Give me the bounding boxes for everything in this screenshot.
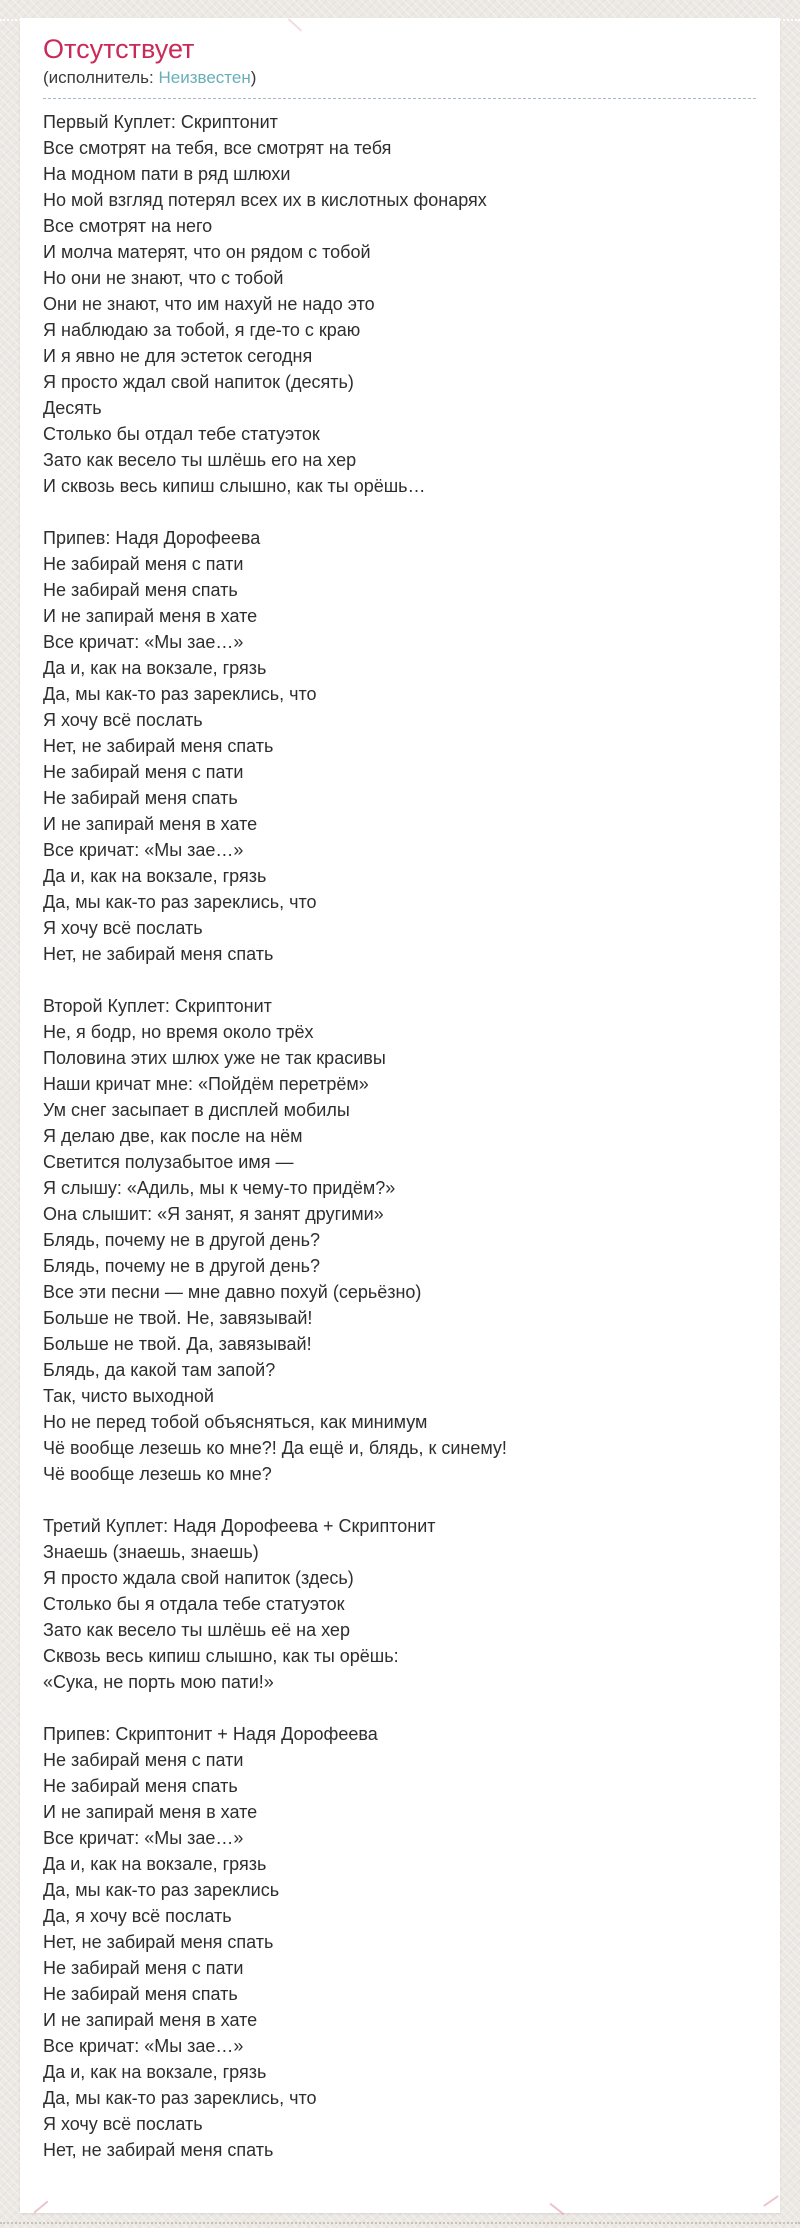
lyric-line: Но мой взгляд потерял всех их в кислотных фонарях [43, 190, 487, 210]
lyric-line: И не запирай меня в хате [43, 814, 258, 834]
lyric-line: Так, чисто выходной [43, 1386, 214, 1406]
lyric-line: Все кричат: «Мы зае…» [43, 2036, 244, 2056]
artist-line [43, 67, 756, 89]
lyric-line: Да, мы как-то раз зареклись, что [43, 684, 317, 704]
lyric-line: Да и, как на вокзале, грязь [43, 1854, 267, 1874]
lyric-line: Все смотрят на тебя, все смотрят на тебя [43, 138, 392, 158]
lyric-line: Я хочу всё послать [43, 918, 203, 938]
lyric-line: Не забирай меня с пати [43, 1958, 244, 1978]
stanza [43, 993, 756, 1487]
lyrics [43, 109, 756, 2163]
lyric-line: Зато как весело ты шлёшь его на хер [43, 450, 357, 470]
lyric-line: Все кричат: «Мы зае…» [43, 1828, 244, 1848]
lyric-line: Я хочу всё послать [43, 2114, 203, 2134]
lyric-line: Она слышит: «Я занят, я занят другими» [43, 1204, 384, 1224]
artist-link[interactable]: Неизвестен [158, 68, 251, 87]
stanza [43, 1721, 756, 2163]
song-title-link[interactable]: Отсутствует [43, 34, 195, 64]
stanza [43, 1513, 756, 1695]
lyric-line: Не забирай меня спать [43, 788, 238, 808]
lyric-line: Да, я хочу всё послать [43, 1906, 232, 1926]
lyric-line: Десять [43, 398, 102, 418]
bottom-dotted-line [0, 2222, 800, 2224]
lyric-line: Я слышу: «Адиль, мы к чему-то придём?» [43, 1178, 396, 1198]
lyric-line: «Сука, не порть мою пати!» [43, 1672, 274, 1692]
lyric-line: И сквозь весь кипиш слышно, как ты орёшь… [43, 476, 426, 496]
lyric-line: Второй Куплет: Скриптонит [43, 996, 272, 1016]
lyric-line: На модном пати в ряд шлюхи [43, 164, 291, 184]
lyric-line: Блядь, почему не в другой день? [43, 1256, 320, 1276]
lyric-line: Они не знают, что им нахуй не надо это [43, 294, 375, 314]
lyric-line: Блядь, да какой там запой? [43, 1360, 276, 1380]
content-card [20, 18, 780, 2213]
artist-prefix: (исполнитель: [43, 68, 159, 87]
lyric-line: Ум снег засыпает в дисплей мобилы [43, 1100, 350, 1120]
lyric-line: Не забирай меня спать [43, 1776, 238, 1796]
lyric-line: Половина этих шлюх уже не так красивы [43, 1048, 386, 1068]
lyric-line: Нет, не забирай меня спать [43, 736, 274, 756]
lyric-line: Чё вообще лезешь ко мне?! Да ещё и, блядь, к синему! [43, 1438, 507, 1458]
artist-suffix: ) [250, 68, 257, 87]
lyric-line: Зато как весело ты шлёшь её на хер [43, 1620, 350, 1640]
lyric-line: Я делаю две, как после на нём [43, 1126, 303, 1146]
lyric-line: Не забирай меня с пати [43, 554, 244, 574]
lyric-line: Больше не твой. Да, завязывай! [43, 1334, 312, 1354]
lyric-line: Столько бы я отдала тебе статуэток [43, 1594, 345, 1614]
lyric-line: Да, мы как-то раз зареклись, что [43, 892, 317, 912]
lyric-line: Блядь, почему не в другой день? [43, 1230, 320, 1250]
lyric-line: Да, мы как-то раз зареклись, что [43, 2088, 317, 2108]
lyric-line: Но не перед тобой объясняться, как минимум [43, 1412, 428, 1432]
stanza [43, 109, 756, 499]
lyric-line: Я просто ждал свой напиток (десять) [43, 372, 354, 392]
lyric-line: Светится полузабытое имя — [43, 1152, 294, 1172]
lyric-line: Все смотрят на него [43, 216, 213, 236]
lyric-line: И молча матерят, что он рядом с тобой [43, 242, 371, 262]
lyric-line: И не запирай меня в хате [43, 606, 258, 626]
lyric-line: Чё вообще лезешь ко мне? [43, 1464, 272, 1484]
stanza [43, 525, 756, 967]
lyric-line: Не забирай меня с пати [43, 762, 244, 782]
lyric-line: Все эти песни — мне давно похуй (серьёзно) [43, 1282, 422, 1302]
lyric-line: Все кричат: «Мы зае…» [43, 840, 244, 860]
lyric-line: Но они не знают, что с тобой [43, 268, 284, 288]
lyric-line: Знаешь (знаешь, знаешь) [43, 1542, 259, 1562]
lyric-line: Все кричат: «Мы зае…» [43, 632, 244, 652]
lyric-line: Я просто ждала свой напиток (здесь) [43, 1568, 354, 1588]
lyric-line: Третий Куплет: Надя Дорофеева + Скриптонит [43, 1516, 436, 1536]
lyric-line: Наши кричат мне: «Пойдём перетрём» [43, 1074, 369, 1094]
lyric-line: Столько бы отдал тебе статуэток [43, 424, 320, 444]
lyric-line: Да и, как на вокзале, грязь [43, 658, 267, 678]
lyric-line: Да и, как на вокзале, грязь [43, 866, 267, 886]
lyric-line: Не забирай меня с пати [43, 1750, 244, 1770]
lyric-line: Нет, не забирай меня спать [43, 2140, 274, 2160]
lyric-line: И не запирай меня в хате [43, 2010, 258, 2030]
lyric-line: Не забирай меня спать [43, 1984, 238, 2004]
song-header [43, 33, 756, 99]
lyric-line: Я наблюдаю за тобой, я где-то с краю [43, 320, 361, 340]
lyric-line: Нет, не забирай меня спать [43, 944, 274, 964]
lyric-line: Нет, не забирай меня спать [43, 1932, 274, 1952]
lyric-line: Да, мы как-то раз зареклись [43, 1880, 280, 1900]
lyric-line: Первый Куплет: Скриптонит [43, 112, 278, 132]
lyric-line: Не забирай меня спать [43, 580, 238, 600]
lyric-line: Припев: Скриптонит + Надя Дорофеева [43, 1724, 378, 1744]
lyric-line: Сквозь весь кипиш слышно, как ты орёшь: [43, 1646, 399, 1666]
lyric-line: Припев: Надя Дорофеева [43, 528, 261, 548]
lyric-line: И я явно не для эстеток сегодня [43, 346, 313, 366]
lyric-line: И не запирай меня в хате [43, 1802, 258, 1822]
lyric-line: Да и, как на вокзале, грязь [43, 2062, 267, 2082]
lyric-line: Не, я бодр, но время около трёх [43, 1022, 314, 1042]
lyric-line: Больше не твой. Не, завязывай! [43, 1308, 313, 1328]
lyric-line: Я хочу всё послать [43, 710, 203, 730]
